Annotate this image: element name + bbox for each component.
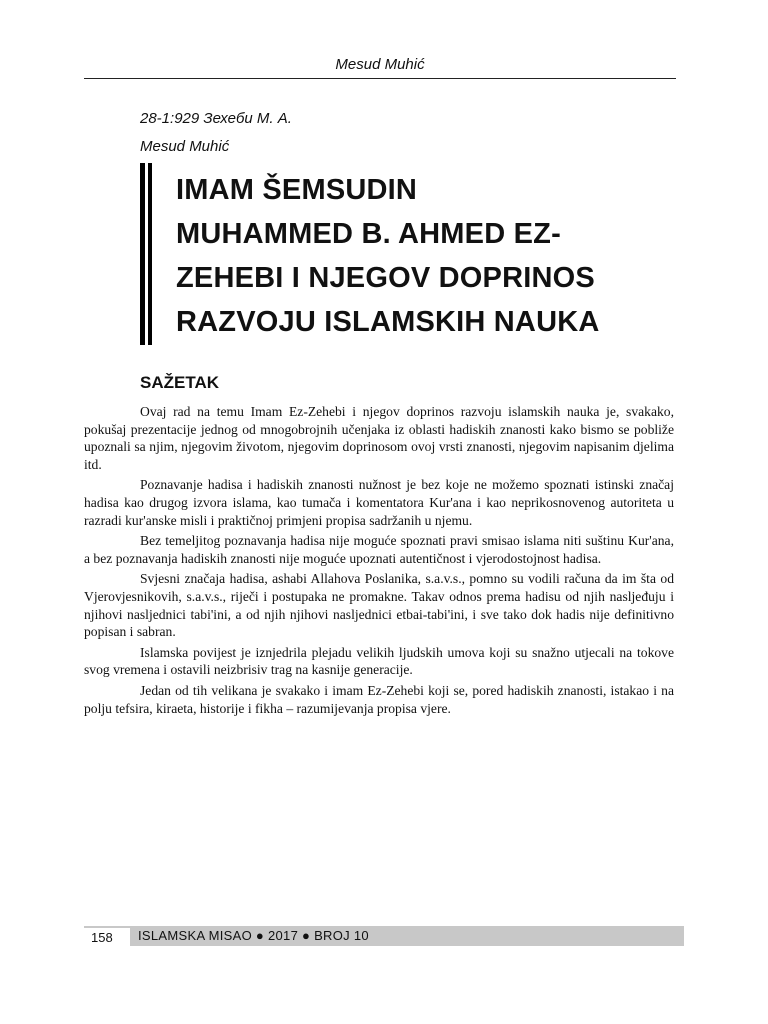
title-accent-bar bbox=[140, 163, 152, 345]
abstract-paragraph: Ovaj rad na temu Imam Ez-Zehebi i njegov doprinos razvoju islamskih nauka je, svakako, pokušaj prezentacije jednog od mnogobrojnih učenjaka iz oblasti hadiskih znanosti kako bismo se pobliže upoznali sa njim, njegovim životom, njegovim doprinosom ovoj vrsti znanosti, njegovim napisanim djelima itd. bbox=[84, 404, 674, 472]
title-line: ZEHEBI I NJEGOV DOPRINOS bbox=[176, 262, 595, 294]
author-name: Mesud Muhić bbox=[140, 138, 230, 155]
header-rule bbox=[84, 78, 676, 79]
journal-info: ISLAMSKA MISAO ● 2017 ● BROJ 10 bbox=[138, 928, 369, 943]
abstract-paragraph: Svjesni značaja hadisa, ashabi Allahova Poslanika, s.a.v.s., pomno su vodili računa da im šta od Vjerovjesnikovih, s.a.v.s., riječi i postupaka ne promakne. Takav odnos prema hadisu od njih nasljeđuju i njihovi nasljednici tabi'ini, a od njih njihovi nasljednici etbai-tabi'ini, i sve tako dok hadis nije definitivno popisan i sabran. bbox=[84, 571, 674, 640]
title-line: RAZVOJU ISLAMSKIH NAUKA bbox=[176, 306, 600, 338]
article-title bbox=[176, 168, 676, 344]
reference-line: 28-1:929 Зехеби М. А. bbox=[140, 110, 292, 127]
abstract-paragraph: Islamska povijest je iznjedrila plejadu velikih ljudskih umova koji su snažno utjecali na tokove svog vremena i ostavili neizbrisiv trag na kasnije generacije. bbox=[84, 644, 674, 678]
running-head: Mesud Muhić bbox=[335, 56, 425, 73]
page-number: 158 bbox=[84, 928, 130, 950]
title-line: IMAM ŠEMSUDIN bbox=[176, 174, 418, 206]
abstract-heading: SAŽETAK bbox=[140, 373, 220, 392]
title-line: MUHAMMED B. AHMED EZ- bbox=[176, 218, 561, 250]
abstract-paragraph: Poznavanje hadisa i hadiskih znanosti nužnost je bez koje ne možemo spoznati istinski značaj hadisa kao drugog izvora islama, kao tumača i komentatora Kur'ana i kao neprikosnovenog autoriteta u razradi kur'anske misli i praktičnoj primjeni propisa sadržanih u njemu. bbox=[84, 477, 674, 528]
abstract-body bbox=[84, 403, 674, 720]
abstract-paragraph: Bez temeljitog poznavanja hadisa nije moguće spoznati pravi smisao islama niti suštinu Kur'ana, a bez poznavanja hadiskih znanosti nije moguće upoznati autentičnost i vjerodostojnost hadisa. bbox=[84, 533, 674, 566]
abstract-paragraph: Jedan od tih velikana je svakako i imam Ez-Zehebi koji se, pored hadiskih znanosti, istakao i na polju tefsira, kiraeta, historije i fikha – razumijevanja propisa vjere. bbox=[84, 682, 674, 716]
